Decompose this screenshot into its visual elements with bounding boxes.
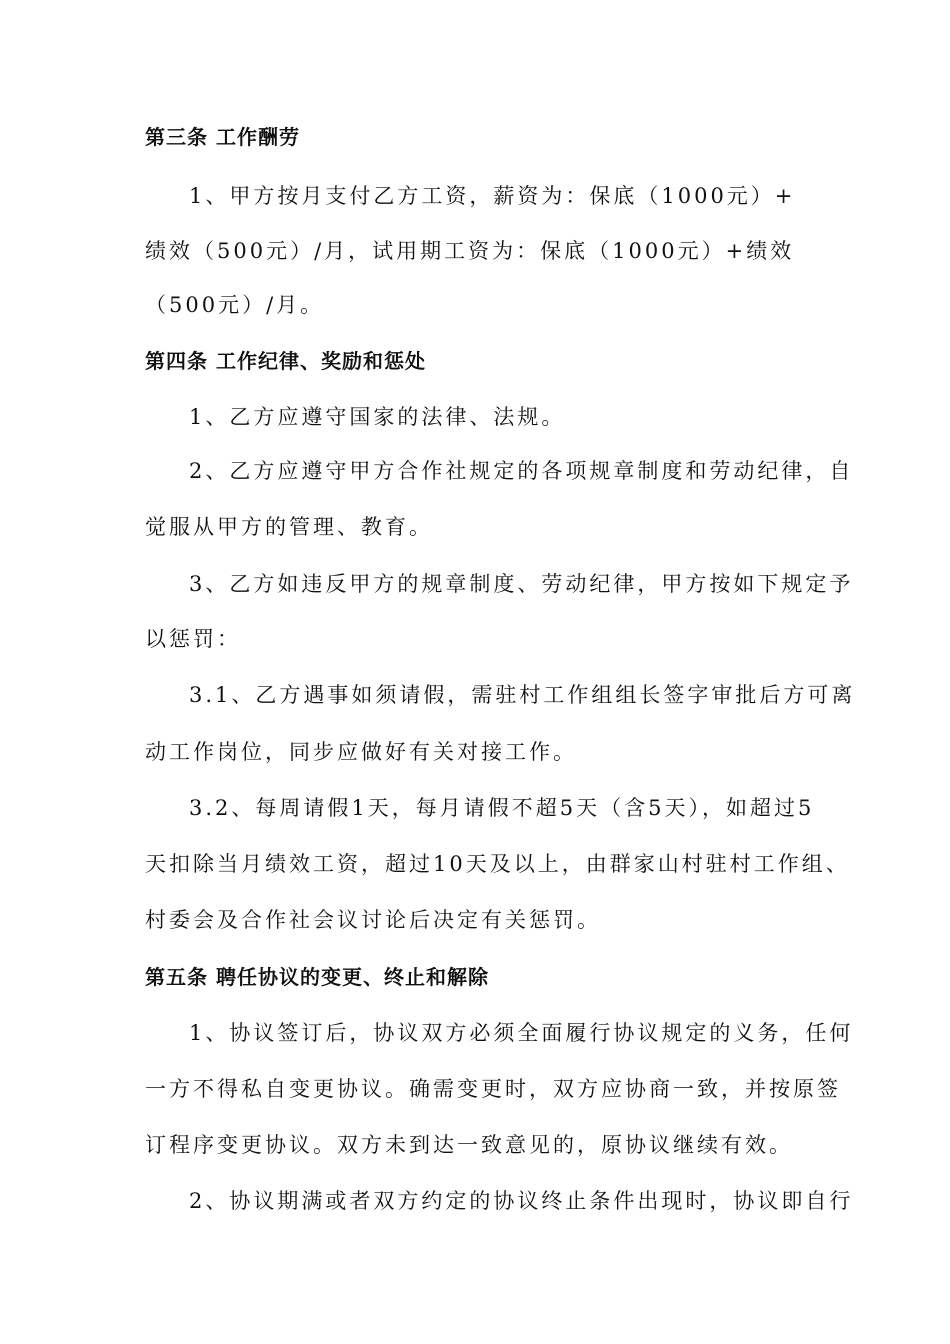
section-heading: 第五条 聘任协议的变更、终止和解除	[145, 965, 489, 989]
paragraph-line: 1、协议签订后，协议双方必须全面履行协议规定的义务，任何	[189, 1021, 854, 1045]
paragraph-line: 3、乙方如违反甲方的规章制度、劳动纪律，甲方按如下规定予	[189, 572, 854, 596]
paragraph-line: 一方不得私自变更协议。确需变更时，双方应协商一致，并按原签	[145, 1077, 841, 1101]
paragraph-line: 觉服从甲方的管理、教育。	[145, 515, 433, 539]
paragraph-line: 2、协议期满或者双方约定的协议终止条件出现时，协议即自行	[189, 1189, 854, 1213]
section-heading: 第三条 工作酬劳	[145, 125, 300, 149]
paragraph-line: 1、甲方按月支付乙方工资，薪资为：保底（1000元）+	[189, 184, 796, 208]
paragraph-line: 以惩罚：	[145, 627, 241, 651]
paragraph-line: 动工作岗位，同步应做好有关对接工作。	[145, 740, 577, 764]
paragraph-line: 1、乙方应遵守国家的法律、法规。	[189, 405, 566, 429]
paragraph-line: 绩效（500元）/月，试用期工资为：保底（1000元）+绩效	[145, 239, 795, 263]
paragraph-line: 村委会及合作社会议讨论后决定有关惩罚。	[145, 908, 601, 932]
paragraph-line: 天扣除当月绩效工资，超过10天及以上，由群家山村驻村工作组、	[145, 852, 850, 876]
paragraph-line: 2、乙方应遵守甲方合作社规定的各项规章制度和劳动纪律，自	[189, 459, 854, 483]
paragraph-line: 订程序变更协议。双方未到达一致意见的，原协议继续有效。	[145, 1133, 793, 1157]
paragraph-line: 3.2、每周请假1天，每月请假不超5天（含5天），如超过5	[189, 796, 815, 820]
paragraph-line: （500元）/月。	[145, 293, 325, 317]
paragraph-line: 3.1、乙方遇事如须请假，需驻村工作组组长签字审批后方可离	[189, 683, 856, 707]
section-heading: 第四条 工作纪律、奖励和惩处	[145, 349, 426, 373]
